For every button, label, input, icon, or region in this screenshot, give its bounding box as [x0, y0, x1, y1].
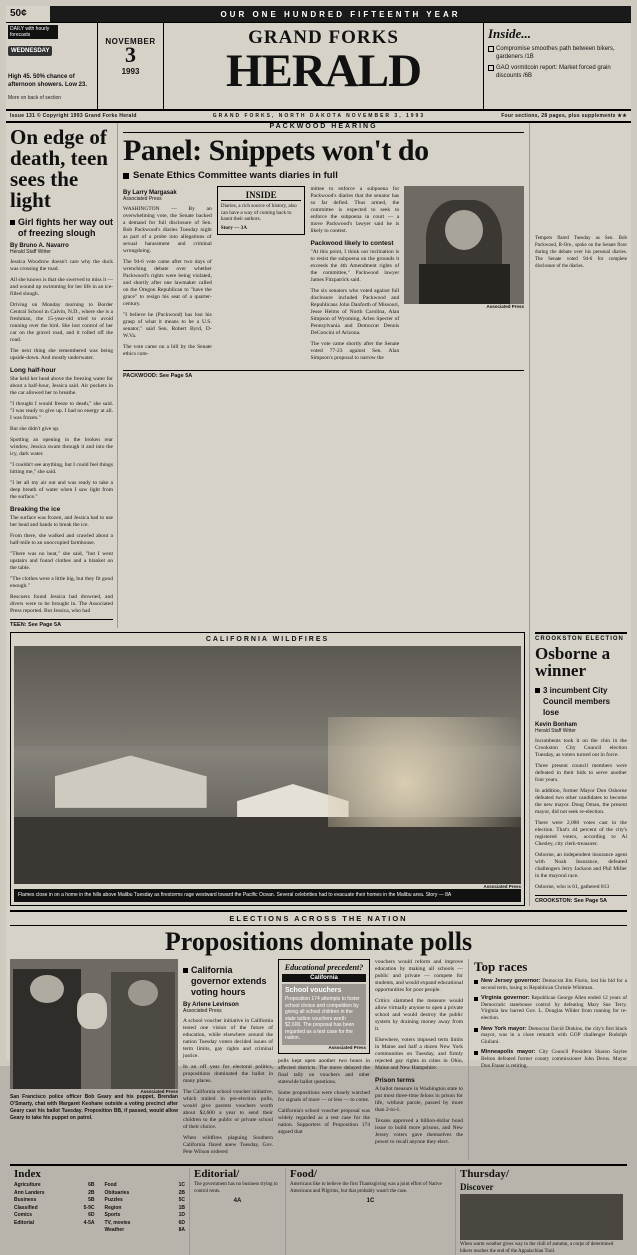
school-vouchers-title: School vouchers	[285, 987, 342, 994]
packwood-photo-credit: Associated Press	[486, 304, 524, 309]
weather-tag: DAILY with hourly forecasts	[8, 25, 58, 39]
index-title: Index	[14, 1168, 41, 1180]
index-row[interactable]	[14, 1220, 95, 1228]
elections-para: A ballot measure in Washington state to put most three-time felons in prison for life, without parole, passed by more than 2-to-1.	[375, 1086, 463, 1113]
left-para: But she didn't give up.	[10, 426, 60, 432]
left-byline-title: Herald Staff Writer	[10, 249, 51, 255]
thursday-promo-subtitle: Discover	[460, 1182, 494, 1192]
food-promo-title: Food/	[290, 1168, 317, 1180]
inside-promo-item[interactable]: Compromise smoothes path between bikers, gardeners /1B	[488, 45, 627, 61]
elections-columns	[10, 959, 627, 1160]
main-para: The vote came on a bill by the Senate ethics com-	[123, 344, 212, 357]
top-race-text: Democrat Jim Florio, lost his bid for a second term, losing to Republican Christie Whitman.	[481, 978, 627, 991]
wildfire-caption: Flames close in on a home in the hills above Malibu Tuesday as firestorms rage westward toward the Pacific Ocean. Several celebrities had to evacuate their homes in the Malibu area. Story — 8A	[14, 889, 521, 902]
index-row[interactable]	[14, 1212, 95, 1220]
index-page: 5-9C	[83, 1204, 95, 1211]
main-body-columns	[123, 186, 524, 366]
school-vouchers-box	[282, 984, 366, 1045]
weather-footnote: More on back of section	[8, 95, 62, 101]
index-name: Puzzles	[104, 1197, 123, 1203]
index-col-2	[105, 1182, 186, 1235]
index-row[interactable]	[14, 1182, 95, 1190]
geary-photo-caption: San Francisco police officer Bob Geary and his puppet, Brendan O'Smarty, chat with Margaret Keohane outside a voting precinct after Geary cast his ballot Tuesday. Proposition BB, if passed, would allow Geary to take his puppet on patrol.	[10, 1094, 178, 1121]
thursday-promo-photo	[460, 1194, 623, 1240]
date-year: 1993	[121, 67, 140, 76]
elections-section	[6, 929, 631, 1160]
index-name: Comics	[14, 1212, 33, 1218]
main-para: mittee to enforce a subpoena for Packwood's diaries that the senator has so far defied. Thus armed, the committee is expected to seek to enforce the subpoena in court — a move Packwood's lawyer said he is likely to contest.	[310, 186, 400, 234]
elections-para: Elsewhere, voters imposed term limits in Maine and half a dozen New York communities on Tuesday, and firmly rejected gay rights in cities in Ohio, Maine and New Hampshire.	[375, 1037, 463, 1071]
main-byline-title: Associated Press	[123, 196, 162, 202]
index-page: 5B	[88, 1197, 95, 1203]
weather-text: High 45. 50% chance of afternoon showers. Low 23.	[8, 74, 88, 88]
elections-byline: By Arlene Levinson	[183, 1002, 239, 1008]
elections-headline[interactable]: Propositions dominate polls	[164, 927, 473, 956]
thursday-promo-title: Thursday/	[460, 1168, 509, 1180]
date-day: 3	[125, 42, 136, 67]
masthead	[6, 23, 631, 111]
editorial-promo-text: The government has no business trying to control rents.	[194, 1182, 278, 1194]
editorial-promo-page: 4A	[233, 1198, 242, 1204]
index-page: 2B	[88, 1189, 95, 1196]
left-para: Rescuers found Jessica had drowned, and divers were to be brought in. The Associated Press reported. But Jessica, who had	[10, 594, 113, 614]
thursday-promo[interactable]	[456, 1168, 627, 1255]
elections-para: In an off year for electoral politics, propositions dominated the ballot in many places.	[183, 1064, 273, 1084]
main-kicker: PACKWOOD HEARING	[123, 123, 524, 133]
education-card	[278, 959, 370, 1054]
index-row[interactable]	[14, 1205, 95, 1213]
inside-sidebar-story-ref[interactable]: Story — 3A	[220, 224, 247, 231]
wildfire-card	[10, 632, 525, 906]
inside-sidebar-title: INSIDE	[221, 190, 302, 201]
crookston-block	[529, 628, 627, 906]
thursday-promo-text: When warm weather gives way to the chill of autumn, a corps of determined hikers reaches the end of the Appalachian Trail.	[460, 1242, 614, 1254]
index-page: 5C	[178, 1197, 185, 1203]
index-page: 8A	[178, 1227, 185, 1233]
elections-para: California's school voucher proposal was widely regarded as a test case for the nation. Supporters of Proposition 174 argued that	[278, 1107, 370, 1135]
top-race-text: City Council President Sharon Sayles Belton defeated former county commissioner John Derus. Mayor Don Fraser is retiring.	[481, 1049, 628, 1069]
date-box	[98, 23, 164, 109]
left-headline[interactable]: On edge of death, teen sees the light	[10, 125, 108, 212]
crookston-rule	[535, 632, 627, 634]
crookston-para: Osborne, an independent insurance agent with Noah Insurance, defeated challengers Jerry Jackson and Phil Miller in the mayoral race.	[535, 852, 627, 879]
nameplate-line1: GRAND FORKS	[248, 27, 399, 48]
crookston-para: Osborne, who is 61, gathered 813	[535, 884, 610, 890]
elections-photo-col	[10, 959, 178, 1160]
index-page: 2B	[178, 1189, 185, 1196]
nameplate	[164, 23, 483, 109]
elections-kicker: ELECTIONS ACROSS THE NATION	[10, 910, 627, 926]
index-row[interactable]	[105, 1205, 186, 1213]
left-subhead-2: Breaking the ice	[10, 506, 61, 513]
left-para: She held her head above the freezing water for about a half-hour, Jessica said. Air pockets in the car allowed her to breathe.	[10, 376, 113, 396]
california-band: California	[282, 974, 366, 982]
elections-subhead: Prison terms	[375, 1077, 415, 1084]
index-name: Weather	[104, 1227, 125, 1233]
index-name: Sports	[104, 1212, 121, 1218]
top-strip	[6, 6, 631, 23]
elections-para: vouchers would reform and improve education by making all schools — public and private — compete for students, and would expand educational opportunities for poor people.	[375, 959, 463, 993]
top-races-title: Top races	[474, 959, 528, 974]
folio-right: Four sections, 28 pages, plus supplements ★★	[501, 113, 627, 119]
education-card-credit: Associated Press	[328, 1044, 366, 1050]
left-deck: Girl fights her way out of freezing slough	[10, 217, 113, 239]
crookston-kicker: CROOKSTON ELECTION	[535, 636, 624, 642]
index-row[interactable]	[105, 1182, 186, 1190]
editorial-promo[interactable]	[190, 1168, 286, 1255]
top-race-item	[474, 1026, 627, 1046]
elections-para: The California school voucher initiative, which trailed in pre-election polls, would give parents vouchers worth about $2,600 a year to send their children to the public or private school of their choice.	[183, 1089, 273, 1130]
index-page: 1D	[178, 1212, 185, 1218]
index-page: 6D	[88, 1212, 95, 1218]
top-race-state: New Jersey governor:	[481, 978, 541, 984]
top-race-text: Republican George Allen ended 12 years of Democratic statehouse control by defeating Mary Sue Terry. Virginia law barred Gov. L. Douglas Wilder from running for re-election.	[481, 995, 627, 1021]
left-byline: By Bruno A. Navarro	[10, 243, 69, 249]
elections-para: polls kept open another two hours in affected districts. The move delayed the final tally on vouchers and other statewide ballot questions.	[278, 1057, 370, 1085]
page-inner	[6, 6, 631, 1254]
index-name: Ann Landers	[14, 1189, 45, 1196]
left-para: The surface was frozen, and Jessica had to use her head and hands to break the ice.	[10, 515, 113, 528]
year-banner: OUR ONE HUNDRED FIFTEENTH YEAR	[50, 6, 631, 22]
crookston-byline: Kevin Bonham	[535, 722, 578, 728]
right-column-spacer	[535, 123, 627, 235]
wildfire-photo	[14, 646, 521, 884]
inside-promo-title: Inside...	[488, 26, 531, 41]
right-column-top	[529, 123, 627, 628]
elections-para: Some propositions were closely watched for signals of more — or less — to come.	[278, 1089, 370, 1103]
elections-col-2	[278, 959, 370, 1160]
left-column	[10, 123, 118, 628]
elections-para: Critics slammed the measure would allow virtually anyone to open a private school and would destroy the public system by draining money away from it.	[375, 998, 463, 1032]
index-row[interactable]	[105, 1197, 186, 1205]
index-page: 1C	[178, 1182, 185, 1188]
left-para: Jessica Woodrow doesn't care why the duck was crossing the road.	[10, 259, 113, 272]
crookston-para: Three present council members were defeated in their bids to serve another four years.	[535, 763, 627, 783]
elections-col-1	[183, 959, 273, 1160]
index-name: Region	[104, 1204, 122, 1211]
main-photo-col	[404, 186, 524, 366]
crookston-headline[interactable]: Osborne a winner	[535, 644, 611, 680]
top-race-state: Minneapolis mayor:	[481, 1049, 536, 1056]
index-name: Editorial	[14, 1219, 35, 1226]
index-page: 6B	[88, 1182, 95, 1188]
inside-promo-list	[488, 45, 627, 80]
elections-para: A school voucher initiative in California tested one vision of the future of education, while elsewhere around the nation Tuesday voters decided issues of term limits, gay rights and criminal justice.	[183, 1018, 273, 1059]
main-para: The six senators who voted against full disclosure included Packwood and Republicans John Danforth of Missouri, Jesse Helms of North Carolina, Alan Simpson of Wyoming, Arlen Specter of Pennsylvania and Democrat Dennis DeConcini of Arizona.	[310, 288, 400, 336]
main-col-2	[217, 186, 306, 366]
index-name: Obituaries	[104, 1189, 130, 1196]
left-subhead-1: Long half-hour	[10, 367, 56, 374]
elections-byline-title: Associated Press	[183, 1008, 222, 1014]
left-para: The next thing she remembered was being upside-down. And mostly underwater.	[10, 348, 113, 361]
main-subhead: Packwood likely to contest	[310, 240, 394, 247]
index-row[interactable]	[105, 1212, 186, 1220]
food-promo[interactable]	[286, 1168, 456, 1255]
index-name: Classified	[14, 1204, 38, 1211]
left-para: From there, she walked and crawled about a half-mile to an unoccupied farmhouse.	[10, 533, 113, 546]
food-promo-text: Americans like to believe the first Thanksgiving was a joint effort of Native Americans and Pilgrims, but that probably wasn't the case.	[290, 1182, 442, 1194]
main-para: The 94-6 vote came after two days of wrenching debate over whether Packwood's rights were being violated, and shortly after one lawmaker called on the Oregon Republican to "have the grace" to resign his seat of a quarter-century.	[123, 259, 212, 307]
main-para: "I believe he (Packwood) has lost his grasp of what it means to be a U.S. senator," said Sen. Robert Byrd, D-W.Va.	[123, 312, 212, 339]
folio-center: GRAND FORKS, NORTH DAKOTA NOVEMBER 3, 1993	[212, 113, 426, 119]
folio-bar	[6, 111, 631, 123]
wildfire-title: CALIFORNIA WILDFIRES	[205, 636, 330, 643]
index-row[interactable]	[105, 1220, 186, 1228]
crookston-para: Incumbents took it on the chin in the Crookston City Council election Tuesday, as voters turned out in force.	[535, 738, 627, 758]
wildfire-credit: Associated Press	[483, 884, 521, 889]
left-para: All she knows is that she swerved to miss it — and wound up swimming for her life in an ice-filled slough.	[10, 277, 113, 297]
index-row[interactable]	[105, 1227, 186, 1235]
top-race-item	[474, 978, 627, 991]
geary-photo	[10, 959, 178, 1089]
index-col-1	[14, 1182, 95, 1235]
index-row[interactable]	[14, 1190, 95, 1198]
date-month: NOVEMBER	[105, 37, 156, 46]
education-card-title: Educational precedent?	[284, 963, 364, 972]
index-row[interactable]	[14, 1197, 95, 1205]
index-row[interactable]	[105, 1190, 186, 1198]
index-box	[10, 1168, 190, 1255]
left-para: "The clothes were a little big, but they fit good enough."	[10, 576, 113, 589]
main-para: WASHINGTON — By an overwhelming vote, the Senate backed a demand for full disclosure of Sen. Bob Packwood's diaries Tuesday night as part of a probe into allegations of sexual harassment and criminal wrongdoing.	[123, 206, 212, 254]
top-race-state: Virginia governor:	[481, 995, 530, 1002]
top-race-item	[474, 1049, 627, 1069]
elections-para: When wildfires plaguing Southern California flared anew Tuesday, Gov. Pete Wilson ordered	[183, 1135, 273, 1155]
top-race-state: New York mayor:	[481, 1025, 527, 1032]
inside-sidebar-card[interactable]	[217, 186, 306, 235]
geary-photo-credit: Associated Press	[140, 1089, 178, 1094]
weather-box	[6, 23, 98, 109]
weather-day-badge: WEDNESDAY	[8, 46, 52, 56]
crookston-para: In addition, former Mayor Don Osborne defeated two other candidates to become the new mayor. Doug Oman, the present mayor, did not seek re-election.	[535, 788, 627, 815]
main-col-3	[310, 186, 399, 366]
crookston-deck: 3 incumbent City Council members lose	[535, 685, 627, 718]
left-para: Driving on Monday morning to Border Central School in Calvin, N.D., where she is a freshman, the 15-year-old tried to avoid running over the bird. She lost control of her car on the gravel road, and it rolled off the road.	[10, 302, 113, 343]
index-page: 6D	[178, 1219, 185, 1226]
footer-bar	[10, 1164, 627, 1255]
elections-para: Texans approved a billion-dollar bond issue to build more prisons, and New Jersey voters gave themselves the power to recall anyone they elect.	[375, 1118, 463, 1145]
elections-col-3	[375, 959, 463, 1160]
folio-left: Issue 131 © Copyright 1993 Grand Forks Herald	[10, 113, 137, 119]
crookston-jump-line[interactable]: CROOKSTON: See Page 5A	[535, 895, 627, 904]
left-para: Spotting an opening in the broken rear window, Jessica swam through it and into the icy, dark water.	[10, 437, 113, 457]
crookston-para: There were 2,080 votes cast in the election. That's 44 percent of the city's registered voters, according to Al Chesley, city clerk-treasurer.	[535, 820, 627, 847]
left-para: "I couldn't see anything, but I could feel things hitting me," she said.	[10, 462, 113, 475]
index-name: TV, movies	[104, 1219, 131, 1226]
main-byline: By Larry Margasak	[123, 190, 177, 196]
wildfire-row	[6, 628, 631, 906]
left-para: "There was no heat," she said, "but I went upstairs and found clothes and a blanket on the table.	[10, 551, 113, 571]
inside-promo-item[interactable]: GAO vormitcoin report: Market forced grain discounts /6B	[488, 64, 627, 80]
left-para: "I let all my air out and was ready to take a deep breath of water when I saw light from the surface."	[10, 480, 113, 500]
main-deck: Senate Ethics Committee wants diaries in full	[123, 170, 524, 181]
index-name: Agriculture	[14, 1182, 41, 1188]
packwood-photo	[404, 186, 524, 304]
main-jump-line[interactable]: PACKWOOD: See Page 5A	[123, 370, 524, 379]
elections-deck: California governor extends voting hours	[183, 965, 273, 998]
center-column	[118, 123, 529, 628]
main-headline[interactable]: Panel: Snippets won't do	[123, 134, 429, 167]
top-race-text: Democrat David Dinkins, the city's first black mayor, was in a close rematch with GOP challenger Rudolph Giuliani.	[481, 1025, 628, 1045]
top-race-item	[474, 995, 627, 1021]
price-label: 50¢	[10, 8, 27, 19]
wildfire-block	[10, 628, 529, 906]
inside-sidebar-text: Diaries, a rich source of history, also can have a way of coming back to haunt their authors.	[220, 203, 297, 222]
main-col-1	[123, 186, 212, 366]
index-page: 1B	[178, 1204, 185, 1211]
left-jump-line[interactable]: TEEN: See Page 5A	[10, 619, 113, 628]
right-photo-caption: Tempers flared Tuesday as Sen. Bob Packwood, R-Ore., spoke on the Senate floor during the debate over his personal diaries. The Senate voted 94-6 for complete disclosure of the diaries.	[535, 236, 627, 269]
main-para: "At this point, I think our inclination is to resist the subpoena on the grounds it exceeds the 4th Amendment rights of the committee," Packwood lawyer James Fitzpatrick said.	[310, 249, 400, 283]
inside-promo-box	[483, 23, 631, 109]
index-name: Business	[14, 1197, 37, 1203]
index-name: Food	[104, 1182, 117, 1188]
top-section	[6, 123, 631, 628]
crookston-byline-title: Herald Staff Writer	[535, 728, 576, 734]
left-para: "I thought I would freeze to death," she said. "I was ready to give up. I had no energy at all. I was frozen."	[10, 401, 113, 421]
index-page: 4-5A	[83, 1219, 95, 1226]
nameplate-line2: HERALD	[225, 45, 422, 97]
school-vouchers-text: Proposition 174 attempts to foster school choice and competition by giving all school children in the state tuition vouchers worth $2,600. The proposal has been regarded as a test case for the nation.	[285, 996, 360, 1041]
food-promo-page: 1C	[366, 1198, 375, 1204]
editorial-promo-title: Editorial/	[194, 1168, 240, 1180]
main-para: The vote came shortly after the Senate voted 77-23 against Sen. Alan Simpson's proposal to narrow the	[310, 341, 400, 361]
top-races-box	[468, 959, 627, 1160]
